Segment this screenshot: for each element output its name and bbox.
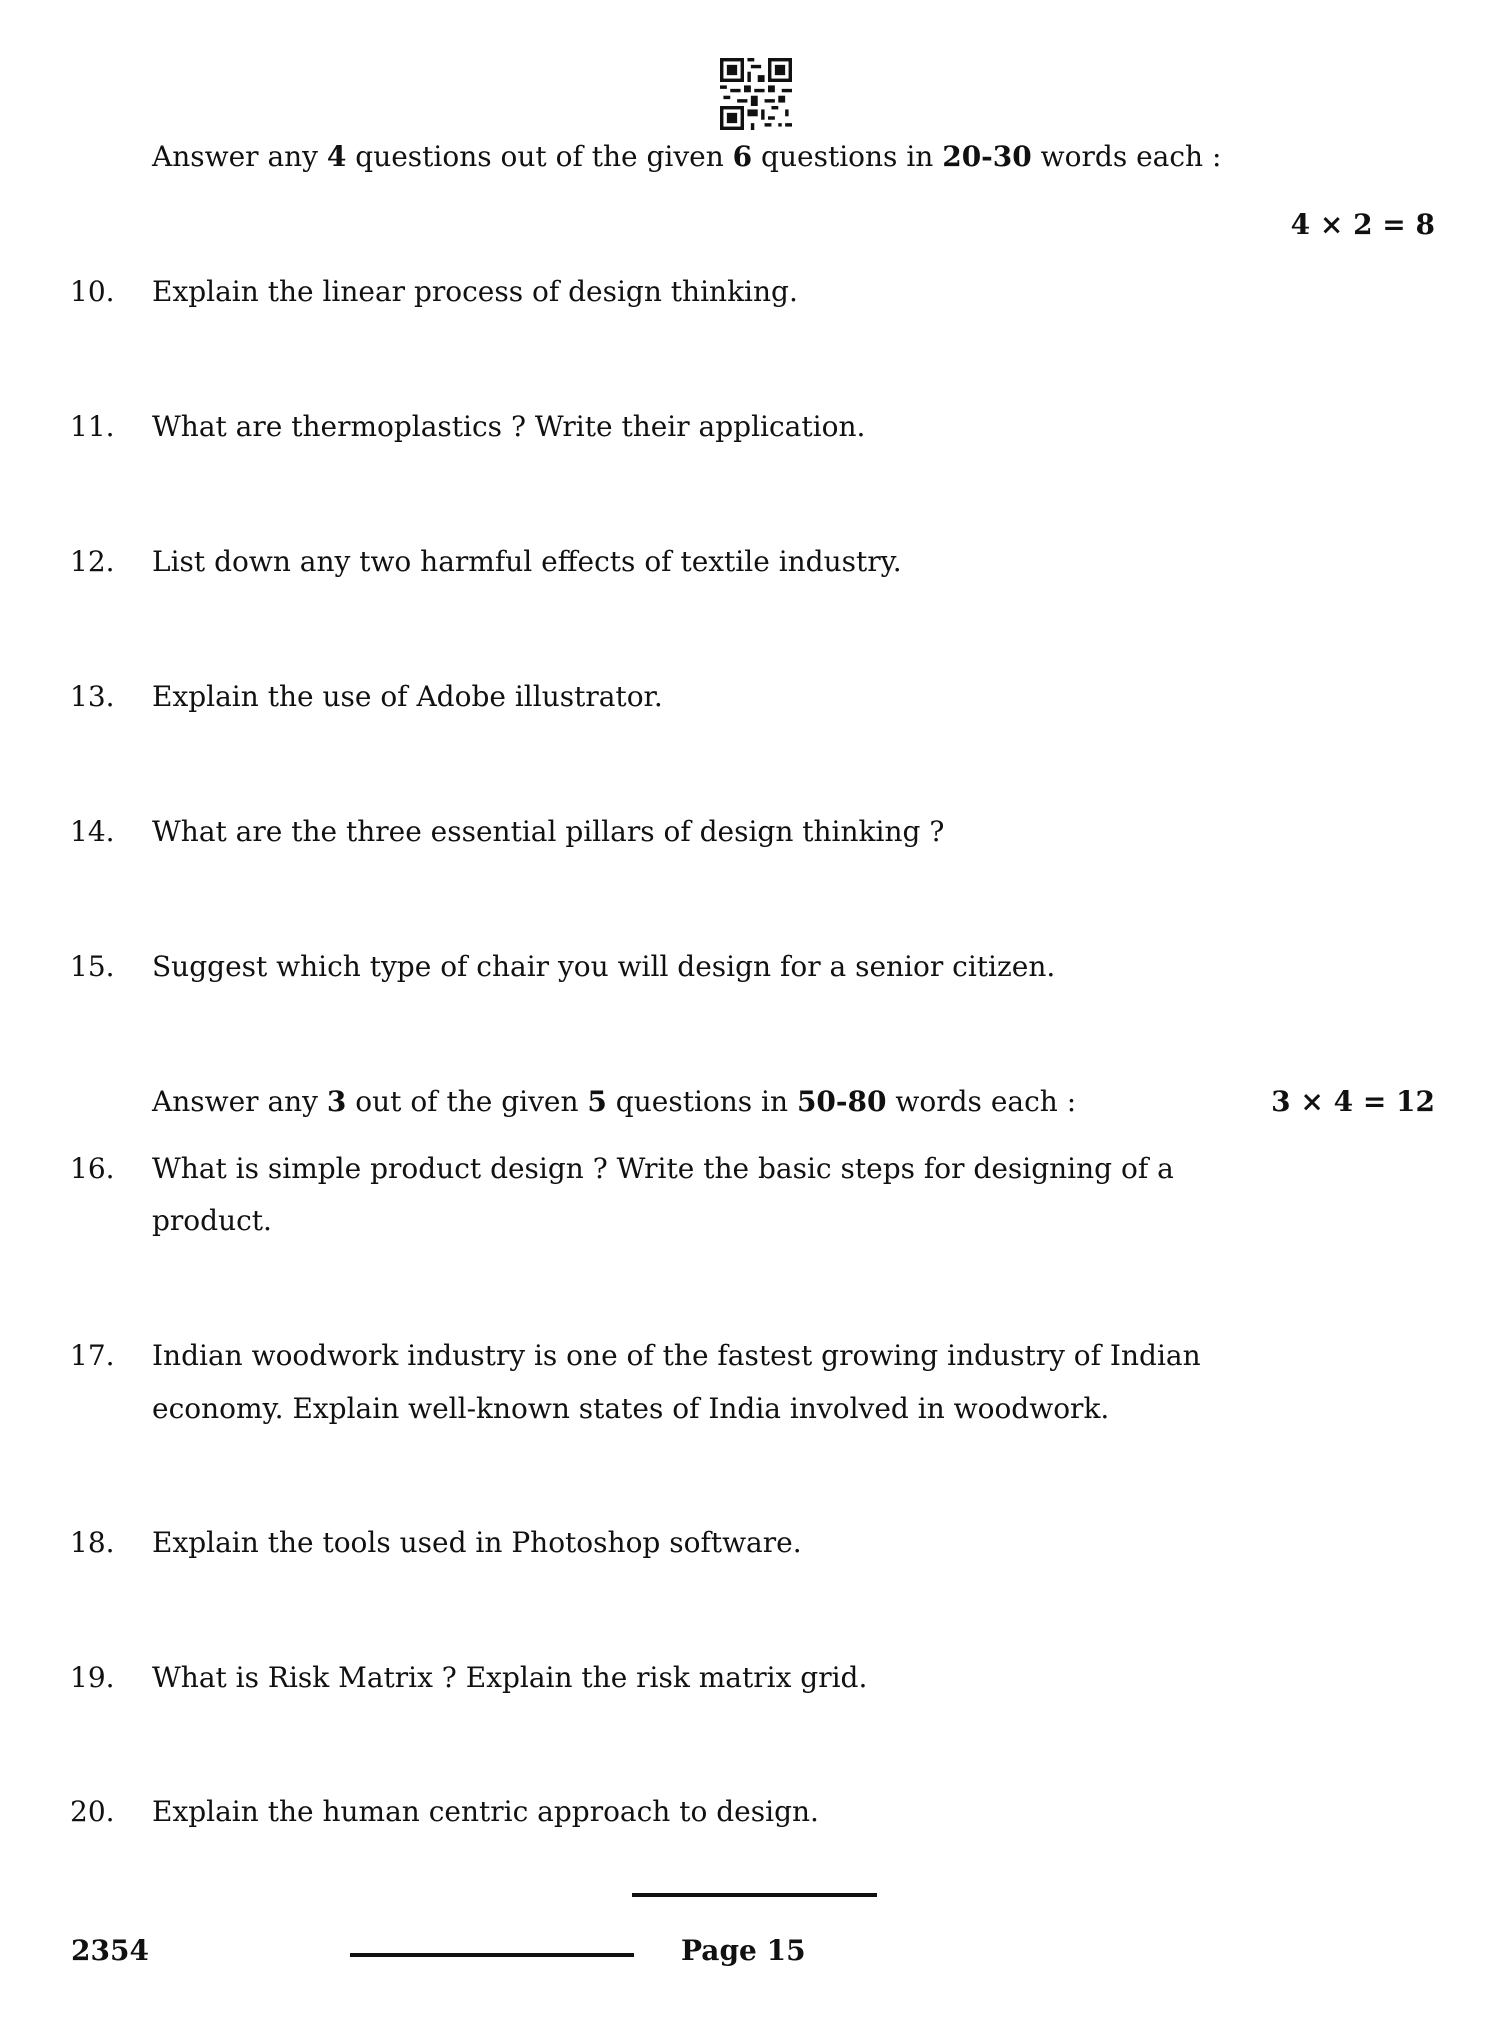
question-text: What is simple product design ? Write the basic steps for designing of a bbox=[152, 1152, 1174, 1185]
end-rule bbox=[632, 1893, 877, 1897]
question-number: 19. bbox=[70, 1661, 115, 1694]
question-text: Explain the linear process of design thinking. bbox=[152, 275, 798, 308]
question-text: Explain the human centric approach to design. bbox=[152, 1795, 819, 1828]
section-b-instruction: Answer any 3 out of the given 5 questions in 50-80 words each : bbox=[152, 1085, 1077, 1118]
section-a-marks: 4 × 2 = 8 bbox=[1290, 208, 1435, 241]
page-number: Page 15 bbox=[681, 1934, 806, 1967]
qr-code-icon bbox=[720, 58, 792, 130]
question-number: 18. bbox=[70, 1526, 115, 1559]
question-number: 11. bbox=[70, 410, 115, 443]
paper-code: 2354 bbox=[71, 1934, 149, 1967]
question-text: economy. Explain well-known states of India involved in woodwork. bbox=[152, 1392, 1110, 1425]
section-b-marks: 3 × 4 = 12 bbox=[1271, 1085, 1435, 1118]
question-text: Indian woodwork industry is one of the fastest growing industry of Indian bbox=[152, 1339, 1201, 1372]
question-number: 17. bbox=[70, 1339, 115, 1372]
question-text: Explain the use of Adobe illustrator. bbox=[152, 680, 663, 713]
question-number: 13. bbox=[70, 680, 115, 713]
question-text: List down any two harmful effects of textile industry. bbox=[152, 545, 902, 578]
question-text: What are thermoplastics ? Write their application. bbox=[152, 410, 866, 443]
question-text: Explain the tools used in Photoshop software. bbox=[152, 1526, 802, 1559]
footer-rule bbox=[350, 1953, 634, 1957]
question-text: product. bbox=[152, 1204, 272, 1237]
question-text: What are the three essential pillars of design thinking ? bbox=[152, 815, 945, 848]
question-number: 20. bbox=[70, 1795, 115, 1828]
question-number: 12. bbox=[70, 545, 115, 578]
question-text: What is Risk Matrix ? Explain the risk matrix grid. bbox=[152, 1661, 868, 1694]
question-text: Suggest which type of chair you will design for a senior citizen. bbox=[152, 950, 1056, 983]
section-a-instruction: Answer any 4 questions out of the given 6 questions in 20-30 words each : bbox=[152, 140, 1222, 173]
question-number: 14. bbox=[70, 815, 115, 848]
question-number: 16. bbox=[70, 1152, 115, 1185]
question-number: 15. bbox=[70, 950, 115, 983]
question-number: 10. bbox=[70, 275, 115, 308]
